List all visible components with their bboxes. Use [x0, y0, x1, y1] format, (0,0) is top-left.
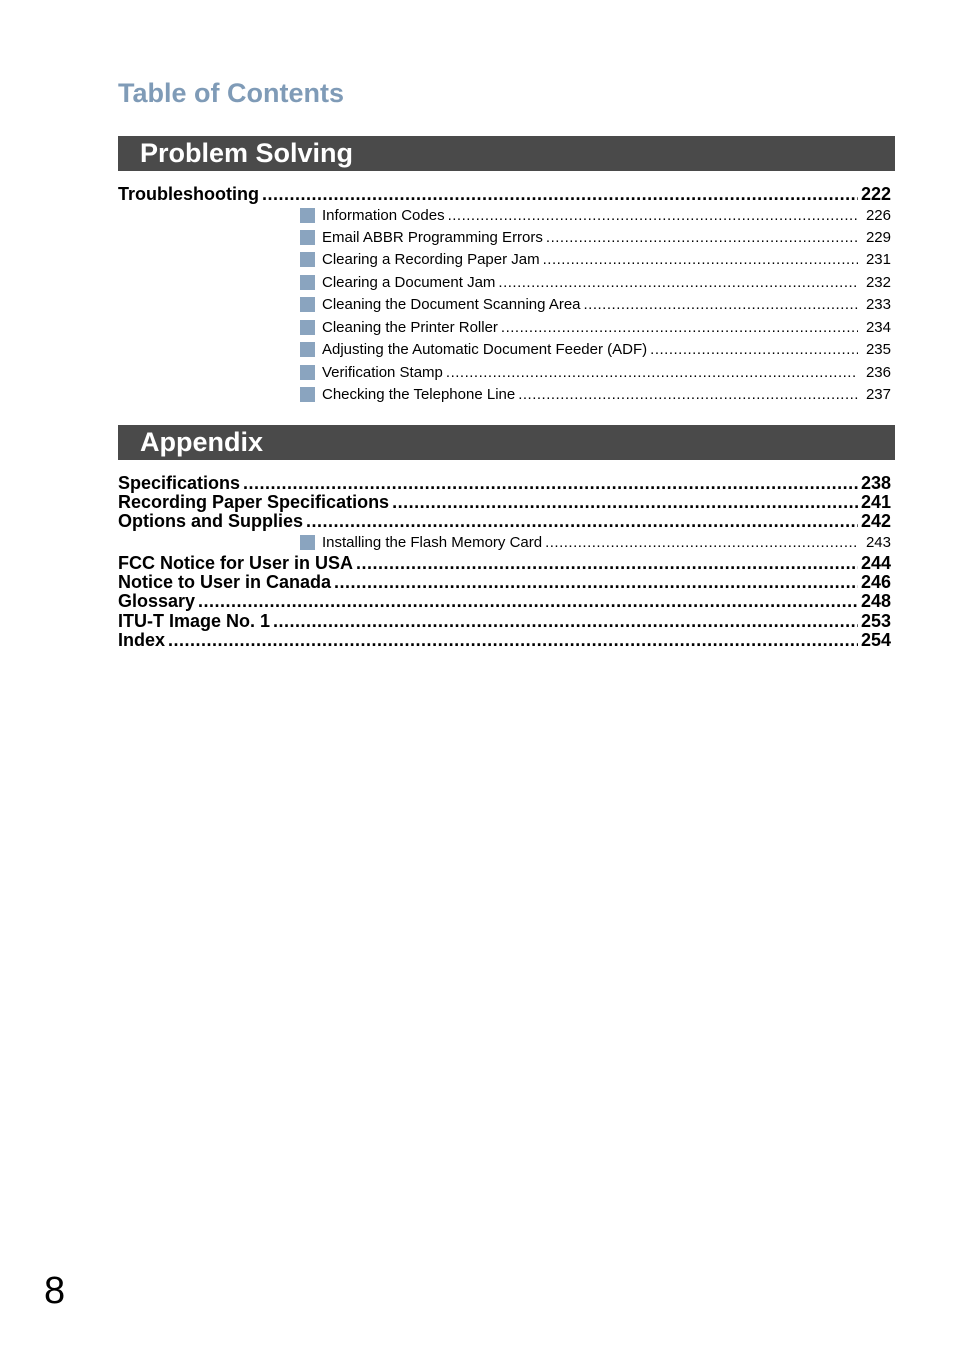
toc-subentry-page: 234	[865, 319, 891, 336]
toc-subentry-label: Email ABBR Programming Errors	[322, 229, 543, 246]
dot-leader	[545, 534, 858, 552]
dot-leader	[243, 473, 858, 493]
toc-subentry-page: 235	[865, 341, 891, 358]
dot-leader	[650, 341, 858, 359]
toc-entry-troubleshooting[interactable]	[118, 184, 891, 204]
toc-subentry-label: Cleaning the Printer Roller	[322, 319, 498, 336]
bullet-square-icon	[300, 297, 315, 312]
toc-subentry-verification-stamp[interactable]	[300, 364, 891, 382]
bullet-square-icon	[300, 252, 315, 267]
toc-subentry-page: 231	[865, 251, 891, 268]
toc-entry-specifications[interactable]	[118, 473, 891, 493]
toc-subentry-scanning-area[interactable]	[300, 296, 891, 314]
page-number: 8	[44, 1270, 66, 1312]
toc-subentry-page: 226	[865, 207, 891, 224]
toc-subentry-label: Clearing a Recording Paper Jam	[322, 251, 540, 268]
toc-entry-label: Index	[118, 630, 166, 650]
toc-subentry-telephone-line[interactable]	[300, 386, 891, 404]
toc-entry-itu-t-image[interactable]	[118, 611, 891, 631]
bullet-square-icon	[300, 275, 315, 290]
dot-leader	[501, 319, 858, 337]
toc-entry-page: 242	[860, 511, 891, 531]
dot-leader	[262, 184, 858, 204]
dot-leader	[392, 492, 858, 512]
toc-entry-page: 244	[860, 553, 891, 573]
dot-leader	[518, 386, 858, 404]
toc-subentry-flash-memory-card[interactable]	[300, 534, 891, 552]
dot-leader	[584, 296, 858, 314]
toc-entry-page: 246	[860, 572, 891, 592]
toc-subentry-printer-roller[interactable]	[300, 319, 891, 337]
bullet-square-icon	[300, 230, 315, 245]
dot-leader	[273, 611, 858, 631]
dot-leader	[543, 251, 858, 269]
toc-subentry-page: 236	[865, 364, 891, 381]
toc-subentry-document-jam[interactable]	[300, 274, 891, 292]
toc-entry-label: ITU-T Image No. 1	[118, 611, 271, 631]
toc-entry-page: 253	[860, 611, 891, 631]
toc-subentry-page: 232	[865, 274, 891, 291]
dot-leader	[356, 553, 858, 573]
toc-entry-label: Specifications	[118, 473, 241, 493]
toc-entry-page: 254	[860, 630, 891, 650]
toc-entry-label: Recording Paper Specifications	[118, 492, 390, 512]
toc-subentry-label: Clearing a Document Jam	[322, 274, 496, 291]
toc-entry-index[interactable]	[118, 630, 891, 650]
bullet-square-icon	[300, 342, 315, 357]
toc-entry-recording-paper-specifications[interactable]	[118, 492, 891, 512]
bullet-square-icon	[300, 365, 315, 380]
dot-leader	[306, 511, 858, 531]
toc-subentry-label: Cleaning the Document Scanning Area	[322, 296, 581, 313]
toc-subentry-page: 243	[865, 534, 891, 551]
toc-entry-label: Glossary	[118, 591, 196, 611]
toc-entry-page: 248	[860, 591, 891, 611]
dot-leader	[448, 207, 858, 225]
bullet-square-icon	[300, 320, 315, 335]
toc-subentry-label: Installing the Flash Memory Card	[322, 534, 543, 551]
bullet-square-icon	[300, 387, 315, 402]
section-header-appendix: Appendix	[118, 425, 895, 460]
dot-leader	[198, 591, 858, 611]
bullet-square-icon	[300, 535, 315, 550]
toc-entry-glossary[interactable]	[118, 591, 891, 611]
dot-leader	[168, 630, 858, 650]
toc-entry-fcc-notice[interactable]	[118, 553, 891, 573]
bullet-square-icon	[300, 208, 315, 223]
toc-subentry-information-codes[interactable]	[300, 207, 891, 225]
page-title: Table of Contents	[118, 78, 344, 108]
toc-entry-page: 238	[860, 473, 891, 493]
toc-entry-page: 241	[860, 492, 891, 512]
toc-entry-label: Troubleshooting	[118, 184, 259, 204]
toc-subentry-page: 229	[865, 229, 891, 246]
toc-subentry-label: Verification Stamp	[322, 364, 443, 381]
toc-entry-label: FCC Notice for User in USA	[118, 553, 354, 573]
toc-subentry-page: 233	[865, 296, 891, 313]
toc-subentry-label: Information Codes	[322, 207, 445, 224]
toc-subentry-adf[interactable]	[300, 341, 891, 359]
toc-subentry-recording-paper-jam[interactable]	[300, 251, 891, 269]
toc-subentry-email-abbr-errors[interactable]	[300, 229, 891, 247]
section-header-problem-solving: Problem Solving	[118, 136, 895, 171]
toc-subentry-label: Checking the Telephone Line	[322, 386, 516, 403]
toc-subentry-page: 237	[865, 386, 891, 403]
dot-leader	[546, 229, 858, 247]
toc-entry-label: Options and Supplies	[118, 511, 304, 531]
toc-subentry-label: Adjusting the Automatic Document Feeder (ADF)	[322, 341, 648, 358]
toc-entry-label: Notice to User in Canada	[118, 572, 332, 592]
dot-leader	[334, 572, 858, 592]
toc-entry-page: 222	[860, 184, 891, 204]
toc-entry-canada-notice[interactable]	[118, 572, 891, 592]
dot-leader	[498, 274, 858, 292]
dot-leader	[446, 364, 858, 382]
toc-entry-options-and-supplies[interactable]	[118, 511, 891, 531]
